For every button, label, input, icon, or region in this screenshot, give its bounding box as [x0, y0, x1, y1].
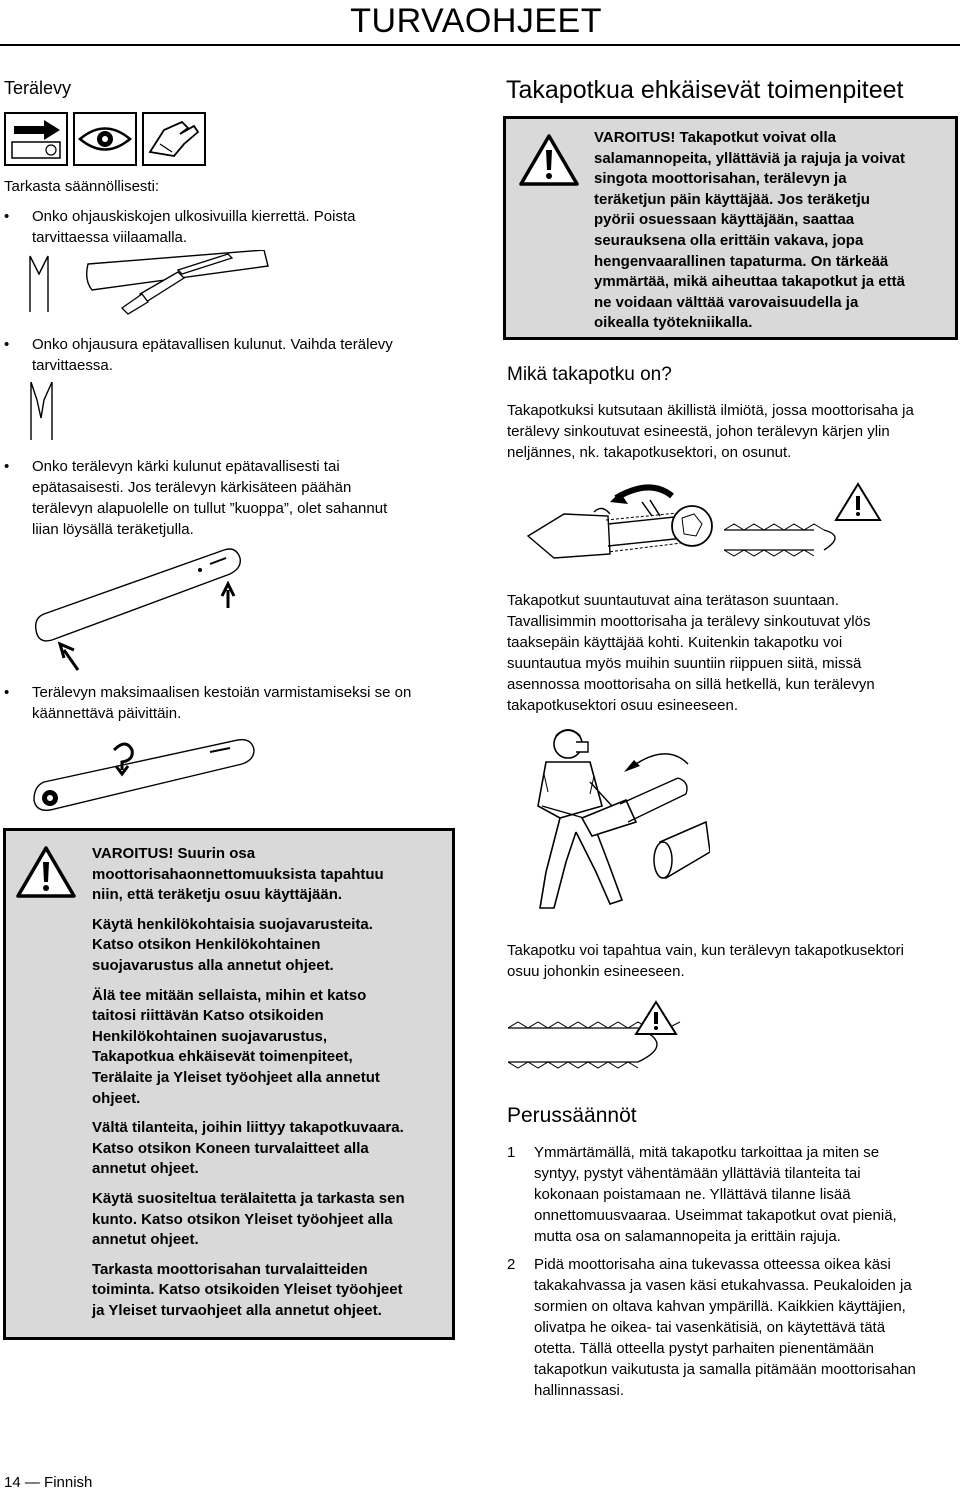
- warning-triangle-icon: [15, 845, 77, 899]
- rule-item-1: 1 Ymmärtämällä, mitä takapotku tarkoittaa ja miten se syntyy, pystyt vähentämään yllättäviä tilanteita tai kokonaan poistamaan ne. Yllättävä tilanne lisää onnettomuusvaaraa. Useimmat takapotkut ovat pieniä, mutta osa on salamannopeita ja erittäin rajuja.: [507, 1144, 897, 1245]
- warning-left-text: [92, 844, 452, 1330]
- bullet-item: [4, 682, 464, 724]
- warning-box-right: [503, 116, 958, 340]
- warning-paragraph: VAROITUS! Suurin osa moottorisahaonnettomuuksista tapahtuu niin, että teräketju osuu käyttäjään.: [92, 845, 384, 904]
- groove-section-icon: [28, 378, 58, 444]
- turn-bar-illustration: [30, 736, 260, 816]
- bullet-item: [4, 334, 424, 376]
- eye-protection-icon: [74, 113, 136, 165]
- operator-kickback-illustration: [510, 722, 710, 922]
- warning-right-text: VAROITUS! Takapotkut voivat olla salamannopeita, yllättäviä ja rajuja ja voivat singota moottorisahan, terälevyn ja teräketjun päin käyttäjää. Jos teräketju pyörii osuessaan käyttäjään, saattaa seurauksena olla erittäin vakava, jopa hengenvaarallinen tapaturma. On tärkeää ymmärtää, mikä aiheuttaa takapotkut ja että ne voidaan välttää varovaisuudella ja oikealla työtekniikalla.: [594, 129, 905, 332]
- rule-item-2: 2 Pidä moottorisaha aina tukevassa otteessa oikea käsi takakahvassa ja vasen käsi etukahvassa. Peukaloiden ja sormien on oltava kahvan ympärillä. Kaikkien käyttäjien, olivatpa he oikea- tai vasenkätisiä, on käytettävä tätä otetta. Tällä otteella pystyt parhaiten pienentämään takapotkun vaikutusta ja samalla pitämään moottorisahan hallinnassasi.: [507, 1256, 916, 1399]
- subheading-what-is-kickback: Mikä takapotku on?: [507, 364, 672, 385]
- bullet-line: epätasaisesti. Jos terälevyn kärkisäteen päähän: [32, 479, 352, 496]
- bullet-line: käännettävä päivittäin.: [32, 705, 182, 722]
- warning-paragraph: Tarkasta moottorisahan turvalaitteiden toiminta. Katso otsikoiden Yleiset työohjeet ja Yleiset turvaohjeet alla annetut ohjeet.: [92, 1260, 403, 1319]
- glove-icon: [143, 113, 205, 165]
- bullet-line: liian löysällä teräketjulla.: [32, 521, 194, 538]
- basic-rules-title: Perussäännöt: [507, 1104, 637, 1127]
- section-title-teralevy: Terälevy: [4, 78, 72, 98]
- page-header-title: TURVAOHJEET: [350, 2, 602, 40]
- warning-box-left: [3, 828, 455, 1340]
- kickback-sector-illustration: [508, 994, 708, 1084]
- rule-number: 2: [507, 1256, 516, 1273]
- read-manual-icon: [5, 113, 67, 165]
- kickback-condition-text: Takapotku voi tapahtua vain, kun terälevyn takapotkusektori osuu johonkin esineeseen.: [507, 942, 904, 980]
- bullet-dot: •: [4, 684, 10, 701]
- warning-paragraph: Käytä suositeltua terälaitetta ja tarkasta sen kunto. Katso otsikon Yleiset työohjeet alla annetut ohjeet.: [92, 1189, 405, 1249]
- bullet-line: terälevyn alapuolelle on tullut ”kuoppa”, olet sahannut: [32, 500, 388, 517]
- kickback-zone-illustration: [524, 474, 884, 574]
- footer-language: Finnish: [44, 1474, 93, 1491]
- kickback-direction-text: Takapotkut suuntautuvat aina terätason suuntaan. Tavallisimmin moottorisaha ja terälevy sinkoutuvat ylös taaksepäin käyttäjää kohti. Kuitenkin takapotku voi suuntautua myös muihin suuntiin riippuen siitä, missä asennossa moottorisaha on sillä hetkellä, kun terälevyn takapotkusektori osuu esineeseen.: [507, 592, 875, 714]
- bullet-item: [4, 456, 444, 540]
- page-number: 14: [4, 1474, 21, 1491]
- bullet-line: Onko ohjausura epätavallisen kulunut. Vaihda terälevy: [32, 336, 393, 353]
- bullet-line: tarvittaessa viilaamalla.: [32, 229, 188, 246]
- warning-triangle-icon: [518, 133, 580, 187]
- bullet-dot: •: [4, 336, 10, 353]
- symbol-icon-row: [4, 112, 206, 166]
- rule-number: 1: [507, 1144, 516, 1161]
- bullet-line: Onko ohjauskiskojen ulkosivuilla kierrettä. Poista: [32, 208, 356, 225]
- footer-dash: —: [24, 1474, 40, 1491]
- page-footer: [4, 1474, 92, 1491]
- bullet-dot: •: [4, 208, 10, 225]
- bar-file-illustration: [28, 250, 278, 320]
- bullet-line: tarvittaessa.: [32, 357, 113, 374]
- header-rule: [0, 44, 960, 46]
- bullet-dot: •: [4, 458, 10, 475]
- guide-bar-illustration: [30, 544, 250, 674]
- warning-paragraph: Älä tee mitään sellaista, mihin et katso taitosi riittävän Katso otsikoiden Henkilökohtainen suojavarustus, Takapotkua ehkäisevät toimenpiteet, Terälaite ja Yleiset työohjeet alla annetut ohjeet.: [92, 986, 380, 1107]
- bullet-item: [4, 206, 424, 248]
- kickback-definition: Takapotkuksi kutsutaan äkillistä ilmiötä, jossa moottorisaha ja terälevy sinkoutuvat esineestä, johon terälevyn kärjen ylin neljännes, nk. takapotkusektori, on osunut.: [507, 402, 914, 461]
- intro-text: Tarkasta säännöllisesti:: [4, 178, 160, 195]
- bullet-line: Terälevyn maksimaalisen kestoiän varmistamiseksi se on: [32, 684, 412, 701]
- bullet-line: Onko terälevyn kärki kulunut epätavallisesti tai: [32, 458, 340, 475]
- warning-paragraph: Käytä henkilökohtaisia suojavarusteita. Katso otsikon Henkilökohtainen suojavarustus alla annetut ohjeet.: [92, 915, 373, 974]
- section-title-takapotku: Takapotkua ehkäisevät toimenpiteet: [506, 76, 904, 104]
- warning-paragraph: Vältä tilanteita, joihin liittyy takapotkuvaara. Katso otsikon Koneen turvalaitteet alla annetut ohjeet.: [92, 1119, 404, 1178]
